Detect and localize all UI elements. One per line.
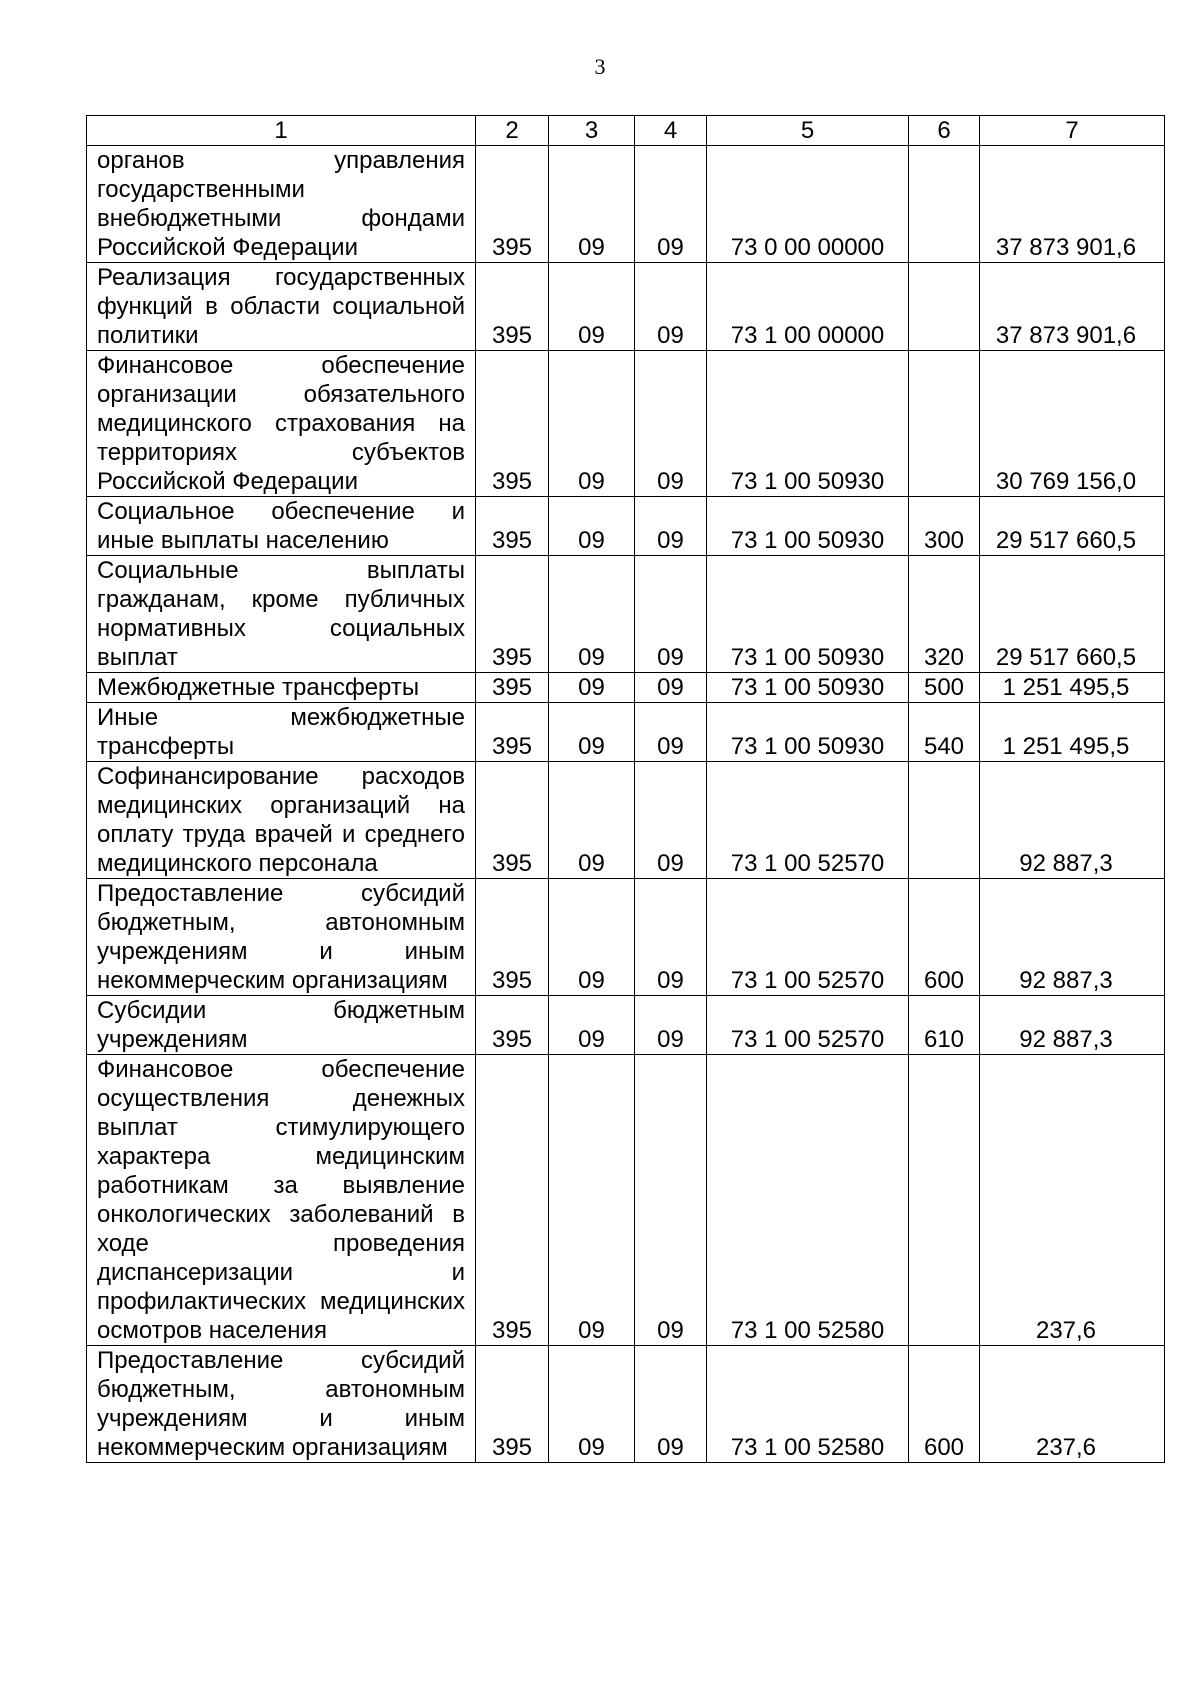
target-article-cell: 73 1 00 52580 (707, 1346, 909, 1463)
amount-cell: 37 873 901,6 (980, 146, 1165, 263)
subsection-cell: 09 (635, 556, 707, 673)
target-article-cell: 73 1 00 52570 (707, 879, 909, 996)
expense-type-cell: 300 (909, 497, 980, 556)
table-row (87, 996, 1165, 1055)
section-cell: 09 (549, 351, 635, 497)
section-cell: 09 (549, 1055, 635, 1346)
expense-type-cell: 540 (909, 703, 980, 762)
section-cell: 09 (549, 497, 635, 556)
table-row (87, 1346, 1165, 1463)
grbs-cell: 395 (476, 1055, 549, 1346)
grbs-cell: 395 (476, 146, 549, 263)
row-name-cell: Иные межбюджетные трансферты (87, 703, 476, 762)
expense-type-cell: 600 (909, 879, 980, 996)
table-row (87, 703, 1165, 762)
header-cell-7: 7 (980, 116, 1165, 146)
target-article-cell: 73 1 00 50930 (707, 351, 909, 497)
target-article-cell: 73 1 00 52570 (707, 762, 909, 879)
row-name-cell: Финансовое обеспечение осуществления денежных выплат стимулирующего характера медицинским работникам за выявление онкологических заболеваний в ходе проведения диспансеризации и профилактических медицинских осмотров населения (87, 1055, 476, 1346)
section-cell: 09 (549, 673, 635, 703)
grbs-cell: 395 (476, 351, 549, 497)
header-cell-1: 1 (87, 116, 476, 146)
amount-cell: 1 251 495,5 (980, 673, 1165, 703)
amount-cell: 92 887,3 (980, 762, 1165, 879)
subsection-cell: 09 (635, 703, 707, 762)
target-article-cell: 73 1 00 50930 (707, 703, 909, 762)
row-name-cell: Софинансирование расходов медицинских организаций на оплату труда врачей и среднего медицинского персонала (87, 762, 476, 879)
subsection-cell: 09 (635, 1346, 707, 1463)
grbs-cell: 395 (476, 762, 549, 879)
table-row (87, 351, 1165, 497)
budget-table (86, 115, 1165, 1463)
subsection-cell: 09 (635, 879, 707, 996)
target-article-cell: 73 0 00 00000 (707, 146, 909, 263)
expense-type-cell: 320 (909, 556, 980, 673)
amount-cell: 1 251 495,5 (980, 703, 1165, 762)
subsection-cell: 09 (635, 762, 707, 879)
expense-type-cell: 600 (909, 1346, 980, 1463)
expense-type-cell (909, 762, 980, 879)
row-name-cell: органов управления государственными внебюджетными фондами Российской Федерации (87, 146, 476, 263)
grbs-cell: 395 (476, 996, 549, 1055)
grbs-cell: 395 (476, 1346, 549, 1463)
header-cell-3: 3 (549, 116, 635, 146)
expense-type-cell: 610 (909, 996, 980, 1055)
amount-cell: 30 769 156,0 (980, 351, 1165, 497)
row-name-cell: Предоставление субсидий бюджетным, автономным учреждениям и иным некоммерческим организациям (87, 1346, 476, 1463)
table-row (87, 146, 1165, 263)
amount-cell: 237,6 (980, 1055, 1165, 1346)
subsection-cell: 09 (635, 351, 707, 497)
section-cell: 09 (549, 146, 635, 263)
target-article-cell: 73 1 00 00000 (707, 263, 909, 351)
table-row (87, 673, 1165, 703)
expense-type-cell (909, 351, 980, 497)
amount-cell: 237,6 (980, 1346, 1165, 1463)
section-cell: 09 (549, 1346, 635, 1463)
table-row (87, 497, 1165, 556)
grbs-cell: 395 (476, 879, 549, 996)
row-name-cell: Социальные выплаты гражданам, кроме публичных нормативных социальных выплат (87, 556, 476, 673)
section-cell: 09 (549, 263, 635, 351)
section-cell: 09 (549, 556, 635, 673)
header-row (87, 116, 1165, 146)
table-row (87, 556, 1165, 673)
subsection-cell: 09 (635, 146, 707, 263)
header-cell-4: 4 (635, 116, 707, 146)
grbs-cell: 395 (476, 263, 549, 351)
subsection-cell: 09 (635, 673, 707, 703)
grbs-cell: 395 (476, 703, 549, 762)
header-cell-6: 6 (909, 116, 980, 146)
target-article-cell: 73 1 00 50930 (707, 556, 909, 673)
table-row (87, 879, 1165, 996)
table-row (87, 1055, 1165, 1346)
row-name-cell: Предоставление субсидий бюджетным, автономным учреждениям и иным некоммерческим организациям (87, 879, 476, 996)
target-article-cell: 73 1 00 50930 (707, 673, 909, 703)
grbs-cell: 395 (476, 556, 549, 673)
grbs-cell: 395 (476, 673, 549, 703)
section-cell: 09 (549, 996, 635, 1055)
row-name-cell: Субсидии бюджетным учреждениям (87, 996, 476, 1055)
expense-type-cell: 500 (909, 673, 980, 703)
target-article-cell: 73 1 00 52570 (707, 996, 909, 1055)
target-article-cell: 73 1 00 50930 (707, 497, 909, 556)
amount-cell: 29 517 660,5 (980, 497, 1165, 556)
subsection-cell: 09 (635, 497, 707, 556)
grbs-cell: 395 (476, 497, 549, 556)
header-cell-2: 2 (476, 116, 549, 146)
table-row (87, 762, 1165, 879)
amount-cell: 92 887,3 (980, 996, 1165, 1055)
amount-cell: 37 873 901,6 (980, 263, 1165, 351)
expense-type-cell (909, 263, 980, 351)
row-name-cell: Социальное обеспечение и иные выплаты населению (87, 497, 476, 556)
subsection-cell: 09 (635, 996, 707, 1055)
section-cell: 09 (549, 879, 635, 996)
amount-cell: 92 887,3 (980, 879, 1165, 996)
header-cell-5: 5 (707, 116, 909, 146)
row-name-cell: Реализация государственных функций в области социальной политики (87, 263, 476, 351)
row-name-cell: Финансовое обеспечение организации обязательного медицинского страхования на территориях субъектов Российской Федерации (87, 351, 476, 497)
row-name-cell: Межбюджетные трансферты (87, 673, 476, 703)
subsection-cell: 09 (635, 1055, 707, 1346)
expense-type-cell (909, 1055, 980, 1346)
expense-type-cell (909, 146, 980, 263)
section-cell: 09 (549, 762, 635, 879)
subsection-cell: 09 (635, 263, 707, 351)
target-article-cell: 73 1 00 52580 (707, 1055, 909, 1346)
page-number: 3 (594, 54, 606, 79)
section-cell: 09 (549, 703, 635, 762)
table-row (87, 263, 1165, 351)
amount-cell: 29 517 660,5 (980, 556, 1165, 673)
